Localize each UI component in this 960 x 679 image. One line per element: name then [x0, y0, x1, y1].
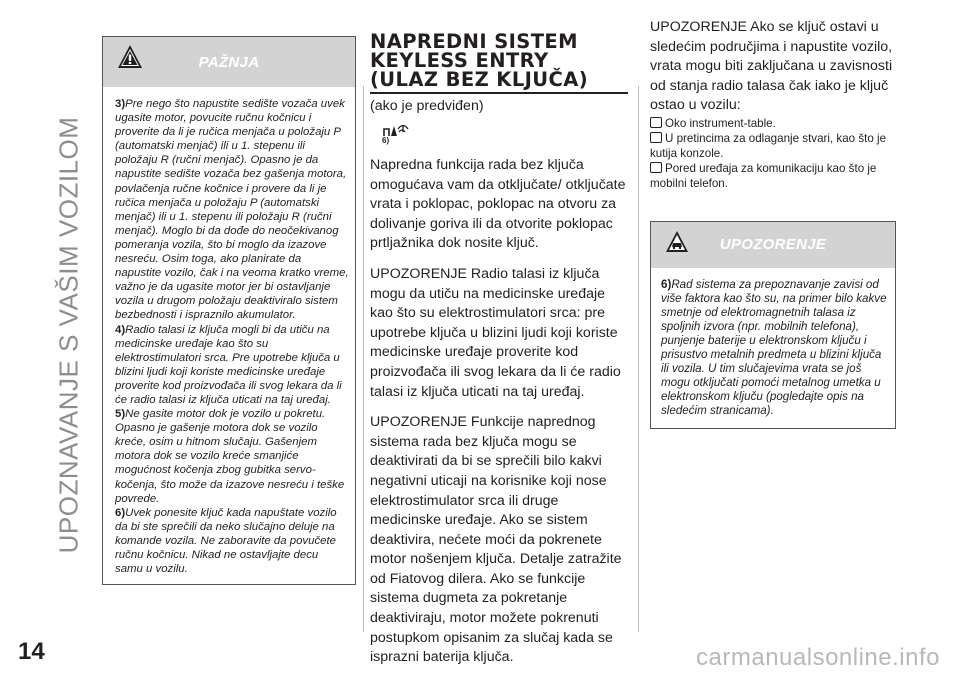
list-item-text: Oko instrument-table.: [665, 116, 776, 130]
bullet-box-icon: [650, 162, 662, 173]
caution-box-header: [651, 222, 895, 268]
watermark: carmanualsonline.info: [696, 644, 940, 671]
caution-box: [650, 221, 896, 429]
column-three-lead: UPOZORENJE Ako se ključ ostavi u sledećim područjima i napustite vozilo, vrata mogu biti zaključana u zavisnosti od stanja radio talasa čak iako je ključ ostao u vozilu:: [650, 19, 893, 114]
warning-box-header: [103, 37, 355, 87]
list-item-text: U pretincima za odlaganje stvari, kao što je kutija konzole.: [650, 131, 887, 160]
caution-item-text: Rad sistema za prepoznavanje zavisi od više faktora kao što su, na primer bilo kakve smetnje od elektromagnetnih talasa iz spoljnih izvora (npr. mobilnih telefona), punjenje baterije u elektronskom ključu i prisustvo metalnih predmeta u blizini ključa ili vozila. U tim slučajevima vrata se još mogu otključati pomoći metalnog umetka u elektronskom ključu (pogledajte opis na sledećim stranicama).: [661, 277, 887, 417]
warning-item-number: 4): [115, 323, 126, 336]
section-heading: [370, 32, 628, 89]
warning-item-text: Pre nego što napustite sedište vozača uvek ugasite motor, povucite ručnu kočnicu i proverite da li je ručica menjača u položaju P (automatski menjač) ili u 1. stepenu ili položaju R (ručni menjač). Opasno je da napustite sedište vozača bez gašenja motora, povlačenja ručne kočnice i provere da li je ručica menjača u položaju P (automatski menjač) ili u 1. stepenu ili položaju R (ručni menjač). Moglo bi da dođe do neočekivanog pomeranja vozila, što bi moglo da izazove nesreću. Osim toga, ako planirate da napustite vozilo, čak i na veoma kratko vreme, važno je da ugasite motor jer bi ostavljanje vozila u drugom položaju deaktiviralo sistem bezbednosti i ispraznilo akumulator.: [115, 98, 349, 322]
caution-box-title: UPOZORENJE: [719, 235, 827, 253]
heading-underline: [370, 92, 628, 94]
warning-item-text: Ne gasite motor dok je vozilo u pokretu. Opasno je gašenje motora dok se vozilo kreće, osim u hitnom slučaju. Gašenjem motora dok se vozilo kreće smanjiće mogućnost kočenja zbog gubitka servo-kočenja, što može da izazove nesreću i teške povrede.: [115, 408, 345, 505]
warning-item: [115, 506, 349, 576]
warning-item-text: Uvek ponesite ključ kada napuštate vozilo da bi ste sprečili da neko slučajno deluje na komande vozila. Ne zaboravite da povučete ručnu kočnicu. Nikad ne ostavljajte decu samu u vozilu.: [115, 506, 337, 576]
warning-item-number: 3): [115, 98, 126, 110]
side-section-title-text: UPOZNAVANJE S VAŠIM VOZILOM: [53, 116, 84, 554]
bullet-box-icon: [650, 132, 662, 143]
column-divider: [638, 86, 639, 632]
warning-item-number: 5): [115, 408, 126, 421]
section-heading-line: KEYLESS ENTRY: [370, 49, 549, 72]
caution-box-body: [651, 268, 895, 428]
caution-item-number: 6): [661, 277, 672, 291]
warning-box-body: [103, 87, 355, 584]
section-body: [370, 156, 628, 668]
warning-box-title: PAŽNJA: [198, 54, 260, 71]
list-item: [650, 161, 898, 191]
warning-item: [115, 97, 349, 323]
section-heading-line: NAPREDNI SISTEM: [370, 30, 578, 53]
section-heading-line: (ULAZ BEZ KLJUČA): [370, 68, 589, 91]
key-icon-reference: 6): [382, 136, 390, 145]
list-item: [650, 131, 898, 161]
section-subtitle: (ako je predviđen): [370, 98, 484, 114]
section-paragraph: UPOZORENJE Radio talasi iz ključa mogu da utiču na medicinske uređaje kao što su elektrostimulatori srca: pre upotrebe ključa u blizini ljudi koji koriste medicinske uređaje proverite kod proizvođača ili svog lekara da li će radio talasi iz ključa uticati na taj uređaj.: [370, 265, 621, 400]
warning-item: [115, 407, 349, 506]
warning-box: [102, 36, 356, 585]
section-paragraph: UPOZORENJE Funkcije naprednog sistema rada bez ključa mogu se deaktivirati da bi se sprečili bilo kakvi negativni uticaji na korisnike koji nose elektrostimulator srca ili druge medicinske uređaje. Ako se sistem deaktivira, nećete moći da pokrenete motor nošenjem ključa. Detalje zatražite od Fiatovog dilera. Ako se funkcije sistema dugmeta za pokretanje deaktiviraju, motor možete pokrenuti postupkom opisanim za slučaj kada se isprazni baterija ključa.: [370, 414, 622, 666]
list-item: [650, 116, 898, 131]
warning-item: [115, 323, 349, 408]
side-section-title: [52, 30, 86, 640]
page-number: 14: [18, 638, 45, 665]
warning-column: [102, 36, 356, 585]
column-three: [650, 18, 898, 429]
warning-item-number: 6): [115, 506, 126, 519]
keyless-section: [370, 32, 628, 679]
list-item-text: Pored uređaja za komunikaciju kao što je mobilni telefon.: [650, 161, 877, 190]
key-icon-block: [370, 122, 628, 145]
column-divider: [363, 86, 364, 632]
caution-item: [661, 278, 889, 418]
bullet-box-icon: [650, 117, 662, 128]
section-paragraph: Napredna funkcija rada bez ključa omogućava vam da otključate/ otključate vrata i poklopac, poklopac na otvoru za dolivanje goriva ili da otvorite poklopac prtljažnika dok nosite ključ.: [370, 157, 626, 252]
warning-item-text: Radio talasi iz ključa mogli bi da utiču na medicinske uređaje kao što su elektrostimulatori srca. Pre upotrebe ključa u blizini ljudi koji koriste medicinske uređaje proverite kod proizvođača ili svog lekara da li će radio talasi iz ključa uticati na taj uređaj.: [115, 323, 342, 406]
